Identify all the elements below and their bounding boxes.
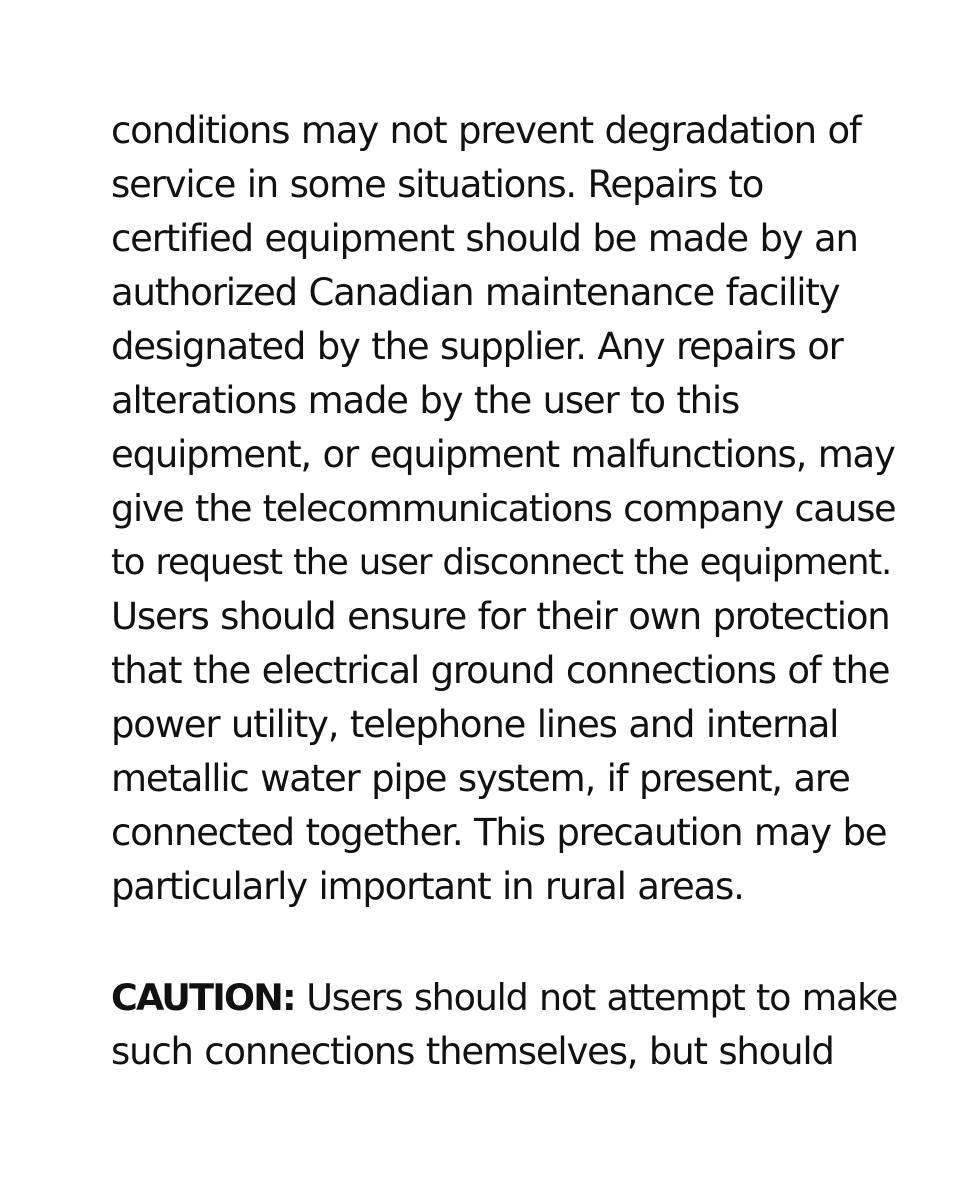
paragraph-line: to request the user disconnect the equipment. [111, 542, 892, 583]
paragraph-line: that the electrical ground connections of the [111, 649, 890, 692]
body-paragraph [111, 104, 901, 914]
paragraph-line: connected together. This precaution may be [111, 811, 887, 854]
paragraph-line: service in some situations. Repairs to [111, 163, 764, 206]
paragraph-line: authorized Canadian maintenance facility [111, 271, 840, 314]
caution-label: CAUTION: [111, 976, 295, 1019]
caution-line-1 [111, 971, 901, 1025]
caution-paragraph [111, 971, 901, 1079]
paragraph-line: certified equipment should be made by an [111, 217, 858, 260]
paragraph-line: alterations made by the user to this [111, 379, 740, 422]
paragraph-line: Users should ensure for their own protection [111, 595, 890, 638]
paragraph-line: particularly important in rural areas. [111, 865, 744, 908]
paragraph-line: power utility, telephone lines and internal [111, 703, 839, 746]
paragraph-line: give the telecommunications company cause [111, 487, 896, 530]
paragraph-line: metallic water pipe system, if present, are [111, 757, 850, 800]
caution-text: Users should not attempt to make [294, 976, 898, 1019]
paragraph-line: conditions may not prevent degradation of [111, 109, 861, 152]
paragraph-line: designated by the supplier. Any repairs or [111, 325, 843, 368]
paragraph-line: equipment, or equipment malfunctions, may [111, 433, 895, 476]
caution-line-2: such connections themselves, but should [111, 1030, 834, 1073]
